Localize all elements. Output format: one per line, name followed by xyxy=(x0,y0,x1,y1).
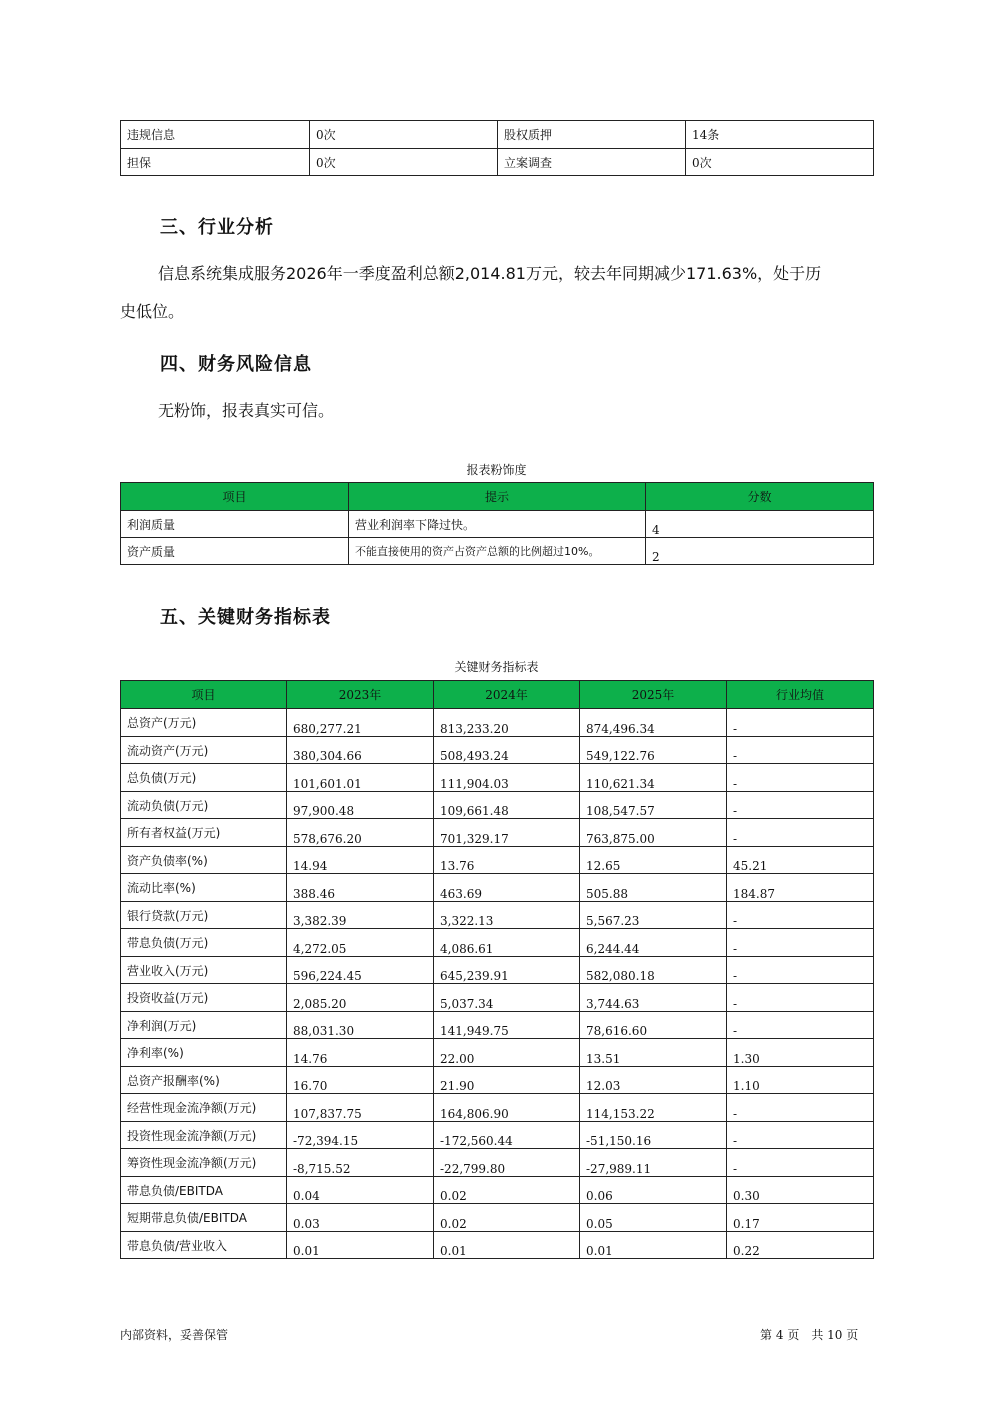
page-total: 10 xyxy=(827,1328,843,1342)
table-row xyxy=(121,1204,874,1232)
table-row xyxy=(121,709,874,737)
value-cell: - xyxy=(727,1149,874,1177)
label-cell: 担保 xyxy=(121,149,310,176)
table-row xyxy=(121,737,874,764)
item-cell: 利润质量 xyxy=(121,511,349,538)
item-cell: 所有者权益(万元) xyxy=(121,819,287,847)
value-cell: 14.76 xyxy=(287,1039,434,1067)
hint-cell: 不能直接使用的资产占资产总额的比例超过10%。 xyxy=(349,538,646,565)
value-cell: 0次 xyxy=(686,149,874,176)
item-cell: 投资性现金流净额(万元) xyxy=(121,1122,287,1149)
table-row xyxy=(121,1122,874,1149)
table-row xyxy=(121,847,874,874)
value-cell: 0.30 xyxy=(727,1177,874,1204)
value-cell: 813,233.20 xyxy=(434,709,580,737)
value-cell: 596,224.45 xyxy=(287,957,434,984)
column-header: 2024年 xyxy=(434,681,580,709)
value-cell: -27,989.11 xyxy=(580,1149,727,1177)
page-mid: 页 共 xyxy=(787,1328,824,1342)
value-cell: 111,904.03 xyxy=(434,764,580,792)
column-header: 2025年 xyxy=(580,681,727,709)
value-cell: 12.65 xyxy=(580,847,727,874)
label-cell: 股权质押 xyxy=(498,121,686,149)
table-row xyxy=(121,984,874,1012)
table-row xyxy=(121,1177,874,1204)
value-cell: 141,949.75 xyxy=(434,1012,580,1039)
section3-line1: 信息系统集成服务2026年一季度盈利总额2,014.81万元，较去年同期减少171.63%，处于历 xyxy=(158,264,822,283)
value-cell: 2,085.20 xyxy=(287,984,434,1012)
value-cell: 88,031.30 xyxy=(287,1012,434,1039)
page-indicator xyxy=(760,1326,858,1343)
value-cell: 22.00 xyxy=(434,1039,580,1067)
top-info-table xyxy=(120,120,874,176)
item-cell: 营业收入(万元) xyxy=(121,957,287,984)
value-cell: 184.87 xyxy=(727,874,874,902)
column-header: 提示 xyxy=(349,483,646,511)
value-cell: 388.46 xyxy=(287,874,434,902)
footer-note: 内部资料，妥善保管 xyxy=(120,1328,229,1342)
value-cell: - xyxy=(727,819,874,847)
item-cell: 总资产(万元) xyxy=(121,709,287,737)
table-row xyxy=(121,511,874,538)
section5-heading: 五、关键财务指标表 xyxy=(160,607,331,628)
value-cell: - xyxy=(727,902,874,929)
value-cell: -172,560.44 xyxy=(434,1122,580,1149)
section4-heading: 四、财务风险信息 xyxy=(160,354,312,375)
value-cell: 97,900.48 xyxy=(287,792,434,819)
value-cell: 578,676.20 xyxy=(287,819,434,847)
value-cell: 164,806.90 xyxy=(434,1094,580,1122)
item-cell: 经营性现金流净额(万元) xyxy=(121,1094,287,1122)
value-cell: 0.01 xyxy=(287,1232,434,1259)
table-row xyxy=(121,149,874,176)
value-cell: 680,277.21 xyxy=(287,709,434,737)
value-cell: 763,875.00 xyxy=(580,819,727,847)
column-header: 项目 xyxy=(121,483,349,511)
item-cell: 资产质量 xyxy=(121,538,349,565)
label-cell: 立案调查 xyxy=(498,149,686,176)
hint-cell: 营业利润率下降过快。 xyxy=(349,511,646,538)
value-cell: 0.01 xyxy=(580,1232,727,1259)
value-cell: 108,547.57 xyxy=(580,792,727,819)
value-cell: - xyxy=(727,709,874,737)
table-row xyxy=(121,957,874,984)
item-cell: 投资收益(万元) xyxy=(121,984,287,1012)
value-cell: 645,239.91 xyxy=(434,957,580,984)
value-cell: 0.06 xyxy=(580,1177,727,1204)
value-cell: - xyxy=(727,1012,874,1039)
value-cell: 582,080.18 xyxy=(580,957,727,984)
value-cell: 5,037.34 xyxy=(434,984,580,1012)
risk-table xyxy=(120,482,874,565)
table-row xyxy=(121,1039,874,1067)
value-cell: 0.04 xyxy=(287,1177,434,1204)
risk-table-caption: 报表粉饰度 xyxy=(466,463,527,477)
value-cell: 78,616.60 xyxy=(580,1012,727,1039)
section3-line2: 史低位。 xyxy=(120,302,185,321)
item-cell: 流动资产(万元) xyxy=(121,737,287,764)
value-cell: 16.70 xyxy=(287,1067,434,1094)
value-cell: 0.01 xyxy=(434,1232,580,1259)
value-cell: 0.03 xyxy=(287,1204,434,1232)
item-cell: 筹资性现金流净额(万元) xyxy=(121,1149,287,1177)
score-cell: 4 xyxy=(646,511,874,538)
item-cell: 银行贷款(万元) xyxy=(121,902,287,929)
value-cell: -72,394.15 xyxy=(287,1122,434,1149)
table-row xyxy=(121,1232,874,1259)
item-cell: 带息负债(万元) xyxy=(121,929,287,957)
table-row xyxy=(121,121,874,149)
table-header-row xyxy=(121,681,874,709)
score-cell: 2 xyxy=(646,538,874,565)
item-cell: 净利润(万元) xyxy=(121,1012,287,1039)
value-cell: 0.22 xyxy=(727,1232,874,1259)
table-row xyxy=(121,1149,874,1177)
value-cell: 0.02 xyxy=(434,1177,580,1204)
value-cell: 874,496.34 xyxy=(580,709,727,737)
table-row xyxy=(121,764,874,792)
table-row xyxy=(121,538,874,565)
value-cell: 3,382.39 xyxy=(287,902,434,929)
column-header: 项目 xyxy=(121,681,287,709)
value-cell: 13.76 xyxy=(434,847,580,874)
value-cell: 508,493.24 xyxy=(434,737,580,764)
value-cell: - xyxy=(727,792,874,819)
table-row xyxy=(121,902,874,929)
value-cell: 4,272.05 xyxy=(287,929,434,957)
page-current: 4 xyxy=(775,1328,784,1342)
item-cell: 带息负债/营业收入 xyxy=(121,1232,287,1259)
value-cell: 114,153.22 xyxy=(580,1094,727,1122)
column-header: 行业均值 xyxy=(727,681,874,709)
value-cell: 3,322.13 xyxy=(434,902,580,929)
fin-table-caption: 关键财务指标表 xyxy=(454,660,539,674)
page-suffix: 页 xyxy=(846,1328,859,1342)
value-cell: 0次 xyxy=(310,149,498,176)
table-row xyxy=(121,1012,874,1039)
value-cell: 5,567.23 xyxy=(580,902,727,929)
item-cell: 总资产报酬率(%) xyxy=(121,1067,287,1094)
item-cell: 总负债(万元) xyxy=(121,764,287,792)
section4-paragraph: 无粉饰，报表真实可信。 xyxy=(158,401,335,420)
table-row xyxy=(121,819,874,847)
value-cell: 0.02 xyxy=(434,1204,580,1232)
value-cell: 109,661.48 xyxy=(434,792,580,819)
value-cell: 3,744.63 xyxy=(580,984,727,1012)
value-cell: 21.90 xyxy=(434,1067,580,1094)
value-cell: 1.30 xyxy=(727,1039,874,1067)
value-cell: -51,150.16 xyxy=(580,1122,727,1149)
value-cell: 13.51 xyxy=(580,1039,727,1067)
value-cell: 549,122.76 xyxy=(580,737,727,764)
column-header: 2023年 xyxy=(287,681,434,709)
value-cell: 0次 xyxy=(310,121,498,149)
table-row xyxy=(121,792,874,819)
value-cell: 12.03 xyxy=(580,1067,727,1094)
label-cell: 违规信息 xyxy=(121,121,310,149)
section3-paragraph xyxy=(120,255,880,331)
value-cell: - xyxy=(727,764,874,792)
item-cell: 短期带息负债/EBITDA xyxy=(121,1204,287,1232)
table-row xyxy=(121,929,874,957)
table-row xyxy=(121,1067,874,1094)
table-row xyxy=(121,1094,874,1122)
value-cell: 14条 xyxy=(686,121,874,149)
value-cell: 1.10 xyxy=(727,1067,874,1094)
value-cell: 0.05 xyxy=(580,1204,727,1232)
value-cell: 107,837.75 xyxy=(287,1094,434,1122)
value-cell: 14.94 xyxy=(287,847,434,874)
table-header-row xyxy=(121,483,874,511)
value-cell: -22,799.80 xyxy=(434,1149,580,1177)
value-cell: - xyxy=(727,1094,874,1122)
value-cell: 6,244.44 xyxy=(580,929,727,957)
item-cell: 净利率(%) xyxy=(121,1039,287,1067)
value-cell: - xyxy=(727,984,874,1012)
value-cell: 701,329.17 xyxy=(434,819,580,847)
value-cell: -8,715.52 xyxy=(287,1149,434,1177)
value-cell: - xyxy=(727,737,874,764)
value-cell: 505.88 xyxy=(580,874,727,902)
item-cell: 带息负债/EBITDA xyxy=(121,1177,287,1204)
value-cell: - xyxy=(727,929,874,957)
column-header: 分数 xyxy=(646,483,874,511)
table-row xyxy=(121,874,874,902)
value-cell: 4,086.61 xyxy=(434,929,580,957)
value-cell: 0.17 xyxy=(727,1204,874,1232)
value-cell: 380,304.66 xyxy=(287,737,434,764)
item-cell: 流动比率(%) xyxy=(121,874,287,902)
value-cell: 45.21 xyxy=(727,847,874,874)
fin-indicator-table xyxy=(120,680,874,1259)
item-cell: 资产负债率(%) xyxy=(121,847,287,874)
value-cell: - xyxy=(727,1122,874,1149)
value-cell: 110,621.34 xyxy=(580,764,727,792)
value-cell: 101,601.01 xyxy=(287,764,434,792)
section3-heading: 三、行业分析 xyxy=(160,217,274,238)
value-cell: 463.69 xyxy=(434,874,580,902)
value-cell: - xyxy=(727,957,874,984)
item-cell: 流动负债(万元) xyxy=(121,792,287,819)
page-prefix: 第 xyxy=(760,1328,773,1342)
